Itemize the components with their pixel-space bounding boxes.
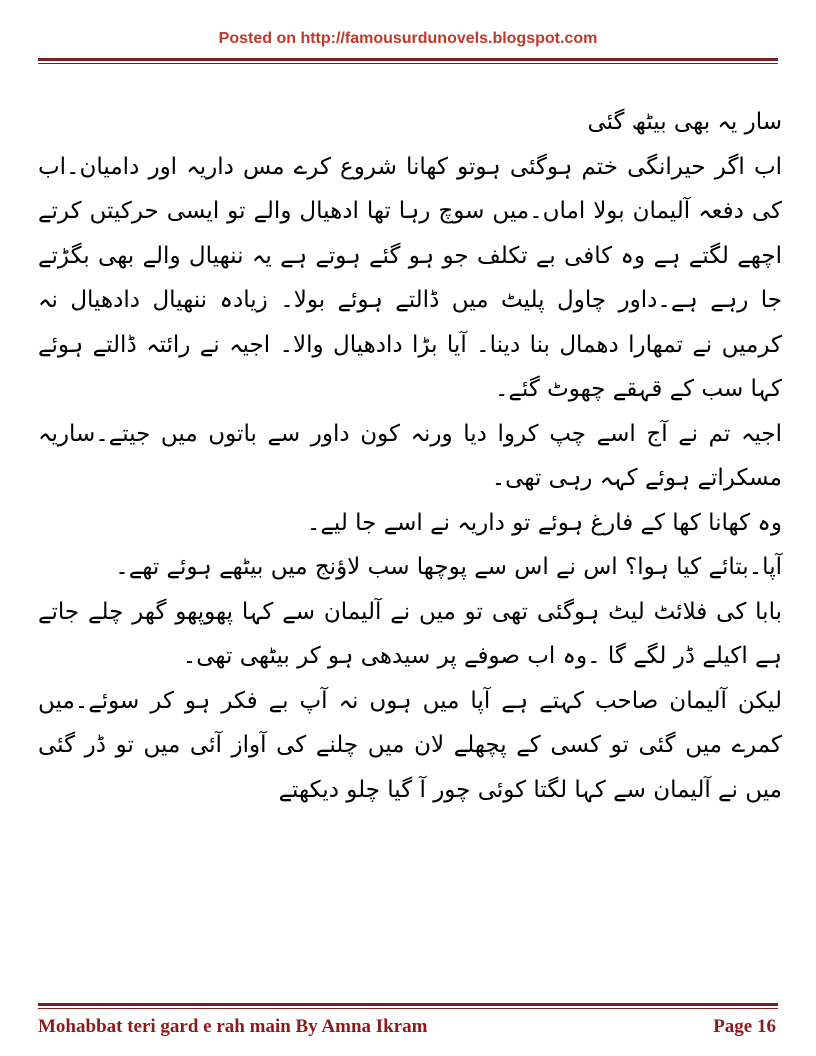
posted-header: Posted on http://famousurdunovels.blogspot.com [218, 30, 598, 47]
paragraph: لیکن آلیمان صاحب کہتے ہے آپا میں ہوں نہ آپ بے فکر ہو کر سوئے۔میں کمرے میں گئی تو کسی کے پچھلے لان میں چلنے کی آواز آئی میں تو ڈر گئی میں نے آلیمان سے کہا لگتا کوئی چور آ گیا چلو دیکھتے [38, 687, 782, 803]
header-rule [38, 58, 778, 61]
paragraph: بابا کی فلائٹ لیٹ ہوگئی تھی تو میں نے آلیمان سے کہا پھوپھو گھر چلے جاتے ہے اکیلے ڈر لگے گا ۔وہ اب صوفے پر سیدھی ہو کر بیٹھی تھی۔ [38, 598, 782, 669]
footer-rule [38, 1003, 778, 1006]
header-rule-thin [38, 63, 778, 64]
paragraph: وہ کھانا کھا کے فارغ ہوئے تو داریہ نے اسے جا لیے۔ [306, 509, 782, 536]
paragraph: سار یہ بھی بیٹھ گئی [587, 109, 782, 135]
footer-book-title: Mohabbat teri gard e rah main By Amna Ikram [38, 1016, 428, 1037]
footer-page-number: Page 16 [713, 1016, 776, 1037]
paragraph: آپا۔بتائے کیا ہوا؟ اس نے اس سے پوچھا سب لاؤنج میں بیٹھے ہوئے تھے۔ [115, 554, 782, 580]
footer-rule-thin [38, 1008, 778, 1009]
paragraph: اجیہ تم نے آج اسے چپ کروا دیا ورنہ کون داور سے باتوں میں جیتے۔ساریہ مسکراتے ہوئے کہہ رہی تھی۔ [38, 420, 782, 491]
paragraph: اب اگر حیرانگی ختم ہوگئی ہوتو کھانا شروع کرے مس داریہ اور دامیان۔اب کی دفعہ آلیمان بولا اماں۔میں سوچ رہا تھا ادھیال والے تو ایسی حرکیتں کرتے اچھے لگتے ہے وہ کافی بے تکلف جو ہو گئے ہوتے ہے یہ ننھیال والے بھی بگڑتے جا رہے ہے۔داور چاول پلیٹ میں ڈالتے ہوئے بولا۔ زیادہ ننھیال دادھیال نہ کرمیں نے تمھارا دھمال بنا دینا۔ آیا بڑا دادھیال والا۔ اجیہ نے رائتہ ڈالتے ہوئے کہا سب کے قہقے چھوٹ گئے۔ [38, 153, 782, 402]
page-body [38, 100, 782, 812]
